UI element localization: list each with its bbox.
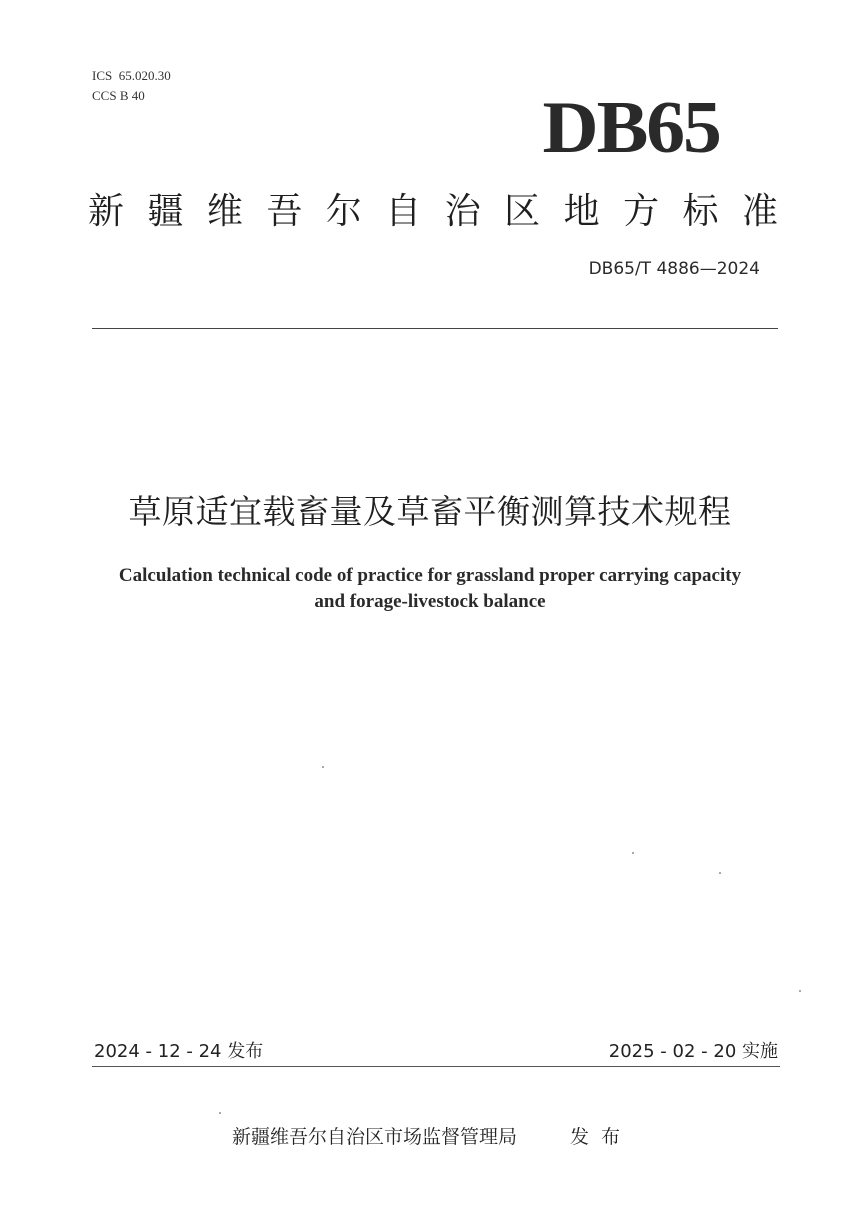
- publish-label: 发布: [570, 1126, 633, 1148]
- scan-speck: [219, 1112, 221, 1114]
- classification-codes: [92, 66, 171, 106]
- title-english: [80, 563, 780, 615]
- ccs-code: CCS B 40: [92, 88, 145, 103]
- title-english-line-2: and forage-livestock balance: [314, 591, 546, 612]
- db65-logo: DB65: [542, 87, 720, 169]
- title-chinese: 草原适宜载畜量及草畜平衡测算技术规程: [128, 492, 732, 531]
- standard-number: DB65/T 4886—2024: [588, 259, 760, 279]
- title-english-line-1: Calculation technical code of practice for grassland proper carrying capacity: [118, 565, 742, 586]
- issue-date: 2024 - 12 - 24 发布: [94, 1041, 264, 1062]
- scan-speck: [799, 990, 801, 992]
- publisher-name: 新疆维吾尔自治区市场监督管理局: [232, 1126, 518, 1148]
- standard-type-heading: 新疆维吾尔自治区地方标准: [88, 191, 778, 232]
- scan-speck: [719, 872, 721, 874]
- top-divider: [92, 328, 778, 329]
- scan-speck: [632, 852, 634, 854]
- scan-speck: [322, 766, 324, 768]
- bottom-divider: [92, 1066, 780, 1067]
- ics-code: ICS 65.020.30: [92, 68, 171, 83]
- effective-date: 2025 - 02 - 20 实施: [608, 1041, 778, 1062]
